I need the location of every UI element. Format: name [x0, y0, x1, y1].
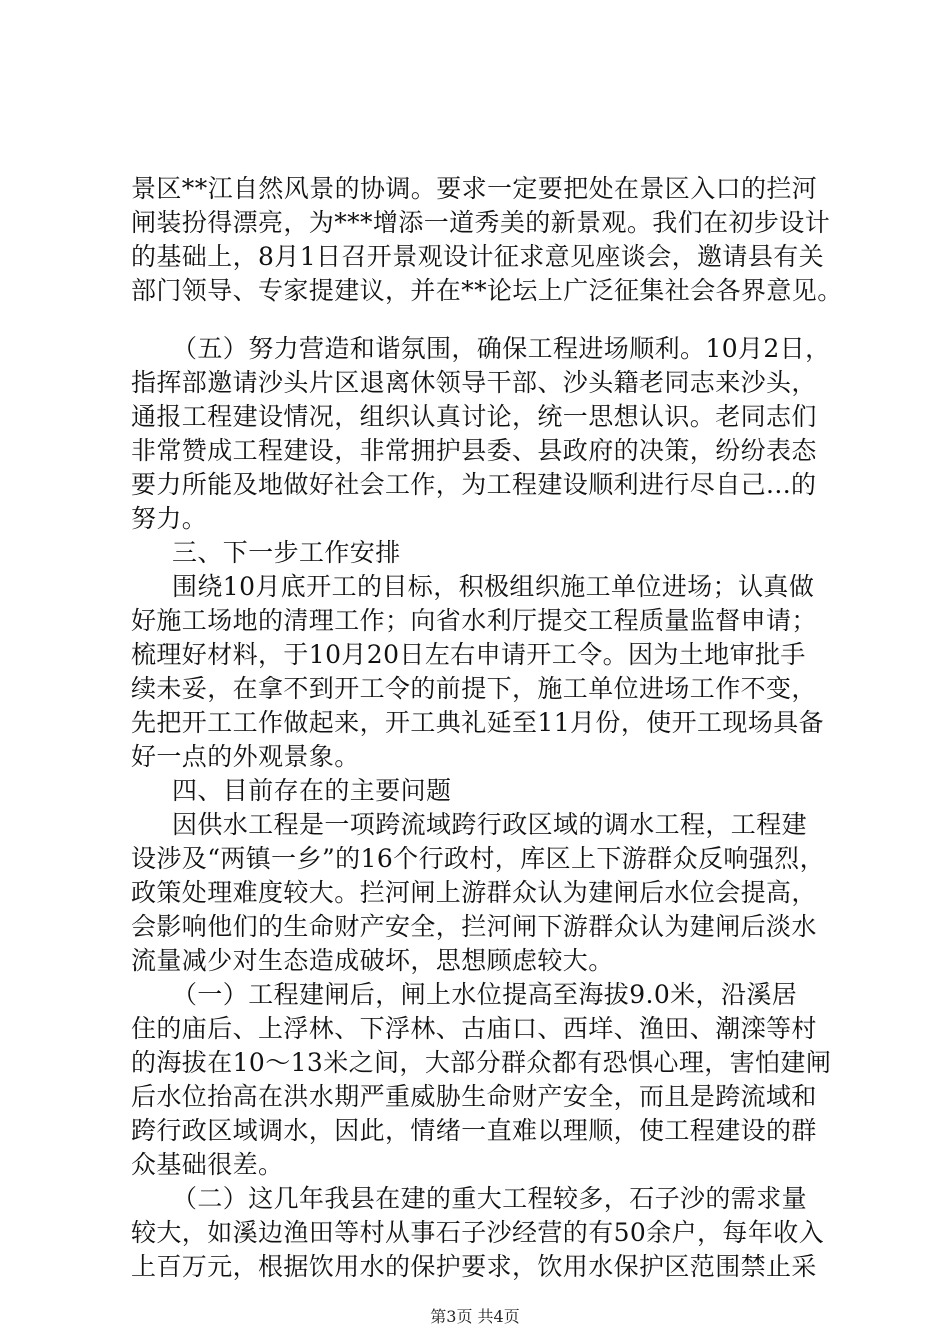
section-heading: 三、下一步工作安排	[172, 538, 401, 567]
text-line: 好施工场地的清理工作；向省水利厅提交工程质量监督申请；	[131, 606, 817, 635]
text-line: 众基础很差。	[131, 1150, 284, 1179]
text-line: 设涉及“两镇一乡”的16个行政村，库区上下游群众反响强烈，	[131, 844, 825, 873]
text-line: 上百万元，根据饮用水的保护要求，饮用水保护区范围禁止采	[131, 1252, 817, 1281]
text-line: 流量减少对生态造成破坏，思想顾虑较大。	[131, 946, 614, 975]
text-line: 通报工程建设情况，组织认真讨论，统一思想认识。老同志们	[131, 402, 817, 431]
text-line: 好一点的外观景象。	[131, 742, 360, 771]
text-line: 的海拔在10～13米之间，大部分群众都有恐惧心理，害怕建闸	[131, 1048, 832, 1077]
text-line: （五）努力营造和谐氛围，确保工程进场顺利。10月2日，	[172, 334, 831, 363]
text-line: 的基础上，8月1日召开景观设计征求意见座谈会，邀请县有关	[131, 242, 825, 271]
text-line: 跨行政区域调水，因此，情绪一直难以理顺，使工程建设的群	[131, 1116, 817, 1145]
text-line: 闸装扮得漂亮，为***增添一道秀美的新景观。我们在初步设计	[131, 208, 831, 237]
text-line: 因供水工程是一项跨流域跨行政区域的调水工程，工程建	[172, 810, 808, 839]
text-line: 要力所能及地做好社会工作，为工程建设顺利进行尽自己...的	[131, 470, 817, 499]
page-footer: 第3页 共4页	[430, 1307, 520, 1326]
text-line: 较大，如溪边渔田等村从事石子沙经营的有50余户，每年收入	[131, 1218, 825, 1247]
text-line: 努力。	[131, 504, 208, 533]
text-line: 指挥部邀请沙头片区退离休领导干部、沙头籍老同志来沙头，	[131, 368, 817, 397]
text-line: 梳理好材料，于10月20日左右申请开工令。因为土地审批手	[131, 640, 806, 669]
text-line: 后水位抬高在洪水期严重威胁生命财产安全，而且是跨流域和	[131, 1082, 817, 1111]
text-line: 续未妥，在拿不到开工令的前提下，施工单位进场工作不变，	[131, 674, 817, 703]
text-line: 政策处理难度较大。拦河闸上游群众认为建闸后水位会提高，	[131, 878, 817, 907]
text-line: 先把开工工作做起来，开工典礼延至11月份，使开工现场具备	[131, 708, 825, 737]
text-line: （一）工程建闸后，闸上水位提高至海拔9.0米，沿溪居	[172, 980, 798, 1009]
text-line: 非常赞成工程建设，非常拥护县委、县政府的决策，纷纷表态	[131, 436, 817, 465]
text-line: 围绕10月底开工的目标，积极组织施工单位进场；认真做	[172, 572, 815, 601]
text-line: （二）这几年我县在建的重大工程较多，石子沙的需求量	[172, 1184, 808, 1213]
section-heading: 四、目前存在的主要问题	[172, 776, 452, 805]
text-line: 部门领导、专家提建议，并在**论坛上广泛征集社会各界意见。	[131, 276, 843, 305]
text-line: 景区**江自然风景的协调。要求一定要把处在景区入口的拦河	[131, 174, 818, 203]
text-line: 会影响他们的生命财产安全，拦河闸下游群众认为建闸后淡水	[131, 912, 817, 941]
text-line: 住的庙后、上浮林、下浮林、古庙口、西垟、渔田、潮滦等村	[131, 1014, 817, 1043]
